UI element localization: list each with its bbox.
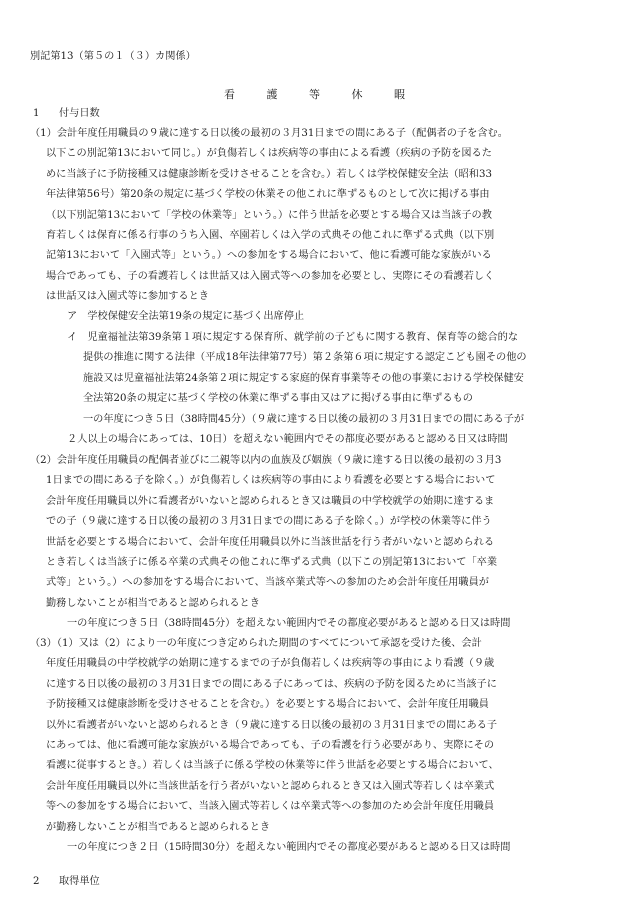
text-line: 以下この別記第13において同じ。）が負傷若しくは疾病等の事由による看護（疾病の予防を図るた (46, 148, 492, 160)
section-number: 1 (33, 108, 40, 119)
paragraph-1 (30, 124, 610, 308)
title-char: 護 (266, 88, 279, 101)
text-line: 一の年度につき２日（15時間30分）を超えない範囲内でその都度必要があると認める日又は時間 (67, 842, 511, 853)
text-line: （2）会計年度任用職員の配偶者並びに二親等以内の血族及び姻族（９歳に達する日以後の最初の３月3 (30, 455, 502, 466)
section-1-heading (33, 104, 100, 124)
text-line: に達する日以後の最初の３月31日までの間にある子にあっては、疾病の予防を図るために当該子に (46, 678, 497, 690)
document-title (0, 85, 630, 105)
text-line: 世話を必要とする場合において、会計年度任用職員以外に当該世話を行う者がいないと認められる (46, 536, 495, 548)
text-line: 予防接種又は健康診断を受けさせることを含む。）を必要とする場合において、会計年度任用職員 (46, 699, 489, 711)
text-line: 式等」という。）への参加をする場合において、当該卒業式等への参加のため会計年度任用職員が (46, 577, 489, 589)
section-title: 付与日数 (59, 108, 100, 119)
grant-1 (30, 410, 610, 451)
text-line: 全法第20条の規定に基づく学校の休業に準ずる事由又はアに掲げる事由に準ずるもの (83, 393, 473, 405)
header-note: 別記第13（第５の１（３）カ関係） (30, 51, 196, 62)
text-line: 一の年度につき５日（38時間45分）を超えない範囲内でその都度必要があると認める日又は時間 (67, 618, 511, 629)
text-line: 施設又は児童福祉法第24条第２項に規定する家庭的保育事業等その他の事業における学校保健安 (83, 372, 524, 384)
text-line: ア 学校保健安全法第19条の規定に基づく出席停止 (67, 311, 305, 322)
text-line: にあっては、他に看護可能な家族がいる場合であっても、子の看護を行う必要があり、実際にその (46, 739, 495, 751)
text-line: 一の年度につき５日（38時間45分）（９歳に達する日以後の最初の３月31日までの間にある子が (83, 414, 525, 425)
grant-3 (30, 838, 610, 858)
text-line: 年法律第56号）第20条の規定に基づく学校の休業その他これに準ずるものとして次に掲げる事由 (46, 189, 490, 201)
text-line: での子（９歳に達する日以後の最初の３月31日までの間にある子を除く。）が学校の休業等に伴う (46, 516, 492, 528)
text-line: 以外に看護者がいないと認められるとき（９歳に達する日以後の最初の３月31日までの間にある子 (46, 719, 498, 731)
text-line: 提供の推進に関する法律（平成18年法律第77号）第２条第６項に規定する認定こども園その他の (83, 352, 527, 364)
text-line: 1日までの間にある子を除く。）が負傷若しくは疾病等の事由により看護を必要とする場合において (46, 475, 496, 487)
text-line: 会計年度任用職員以外に看護者がいないと認められるとき又は職員の中学校就学の始期に達するま (46, 495, 495, 507)
item-a (30, 307, 610, 327)
text-line: 育若しくは保育に係る行事のうち入園、卒園若しくは入学の式典その他これに準ずる式典（以下別 (46, 229, 495, 241)
text-line: （以下別記第13において「学校の休業等」という。）に伴う世話を必要とする場合又は当該子の教 (46, 209, 492, 221)
text-line: 記第13において「入園式等」という。）への参加をする場合において、他に看護可能な家族がいる (46, 250, 492, 262)
text-line: （3）（1）又は（2）により一の年度につき定められた期間のすべてについて承認を受けた後、会計 (30, 638, 482, 649)
section-2-heading (33, 872, 100, 892)
section-number: 2 (33, 876, 40, 887)
text-line: とき若しくは当該子に係る卒業の式典その他これに準ずる式典（以下この別記第13において「卒業 (46, 556, 498, 568)
title-char: 等 (309, 88, 321, 101)
paragraph-2 (30, 451, 610, 614)
text-line: は世話又は入園式等に参加するとき (46, 291, 209, 303)
paragraph-3 (30, 634, 610, 838)
grant-2 (30, 614, 610, 634)
text-line: 会計年度任用職員以外に当該世話を行う者がいないと認められるとき又は入園式等若しくは卒業式 (46, 780, 495, 792)
text-line: 勤務しないことが相当であると認められるとき (46, 597, 260, 609)
text-line: ２人以上の場合にあっては、10日）を超えない範囲内でその都度必要があると認める日又は時間 (67, 434, 508, 446)
item-i (30, 328, 610, 410)
text-line: イ 児童福祉法第39条第１項に規定する保育所、就学前の子どもに関する教育、保育等の総合的な (67, 332, 519, 343)
text-line: 看護に従事するとき。）若しくは当該子に係る学校の休業等に伴う世話を必要とする場合において、 (46, 760, 499, 772)
section-title: 取得単位 (59, 876, 100, 887)
text-line: 年度任用職員の中学校就学の始期に達するまでの子が負傷若しくは疾病等の事由により看護（９歳 (46, 658, 495, 670)
text-line: めに当該子に予防接種又は健康診断を受けさせることを含む。）若しくは学校保健安全法（昭和33 (46, 168, 492, 180)
text-line: が勤務しないことが相当であると認められるとき (46, 821, 271, 833)
text-line: （1）会計年度任用職員の９歳に達する日以後の最初の３月31日までの間にある子（配偶者の子を含む。 (30, 128, 508, 139)
text-line: 等への参加をする場合において、当該入園式等若しくは卒業式等への参加のため会計年度任用職員 (46, 801, 495, 813)
title-char: 休 (351, 88, 364, 101)
text-line: 場合であっても、子の看護若しくは世話又は入園式等への参加を必要とし、実際にその看護若しく (46, 270, 495, 282)
title-char: 看 (224, 88, 236, 101)
title-char: 暇 (394, 88, 406, 101)
